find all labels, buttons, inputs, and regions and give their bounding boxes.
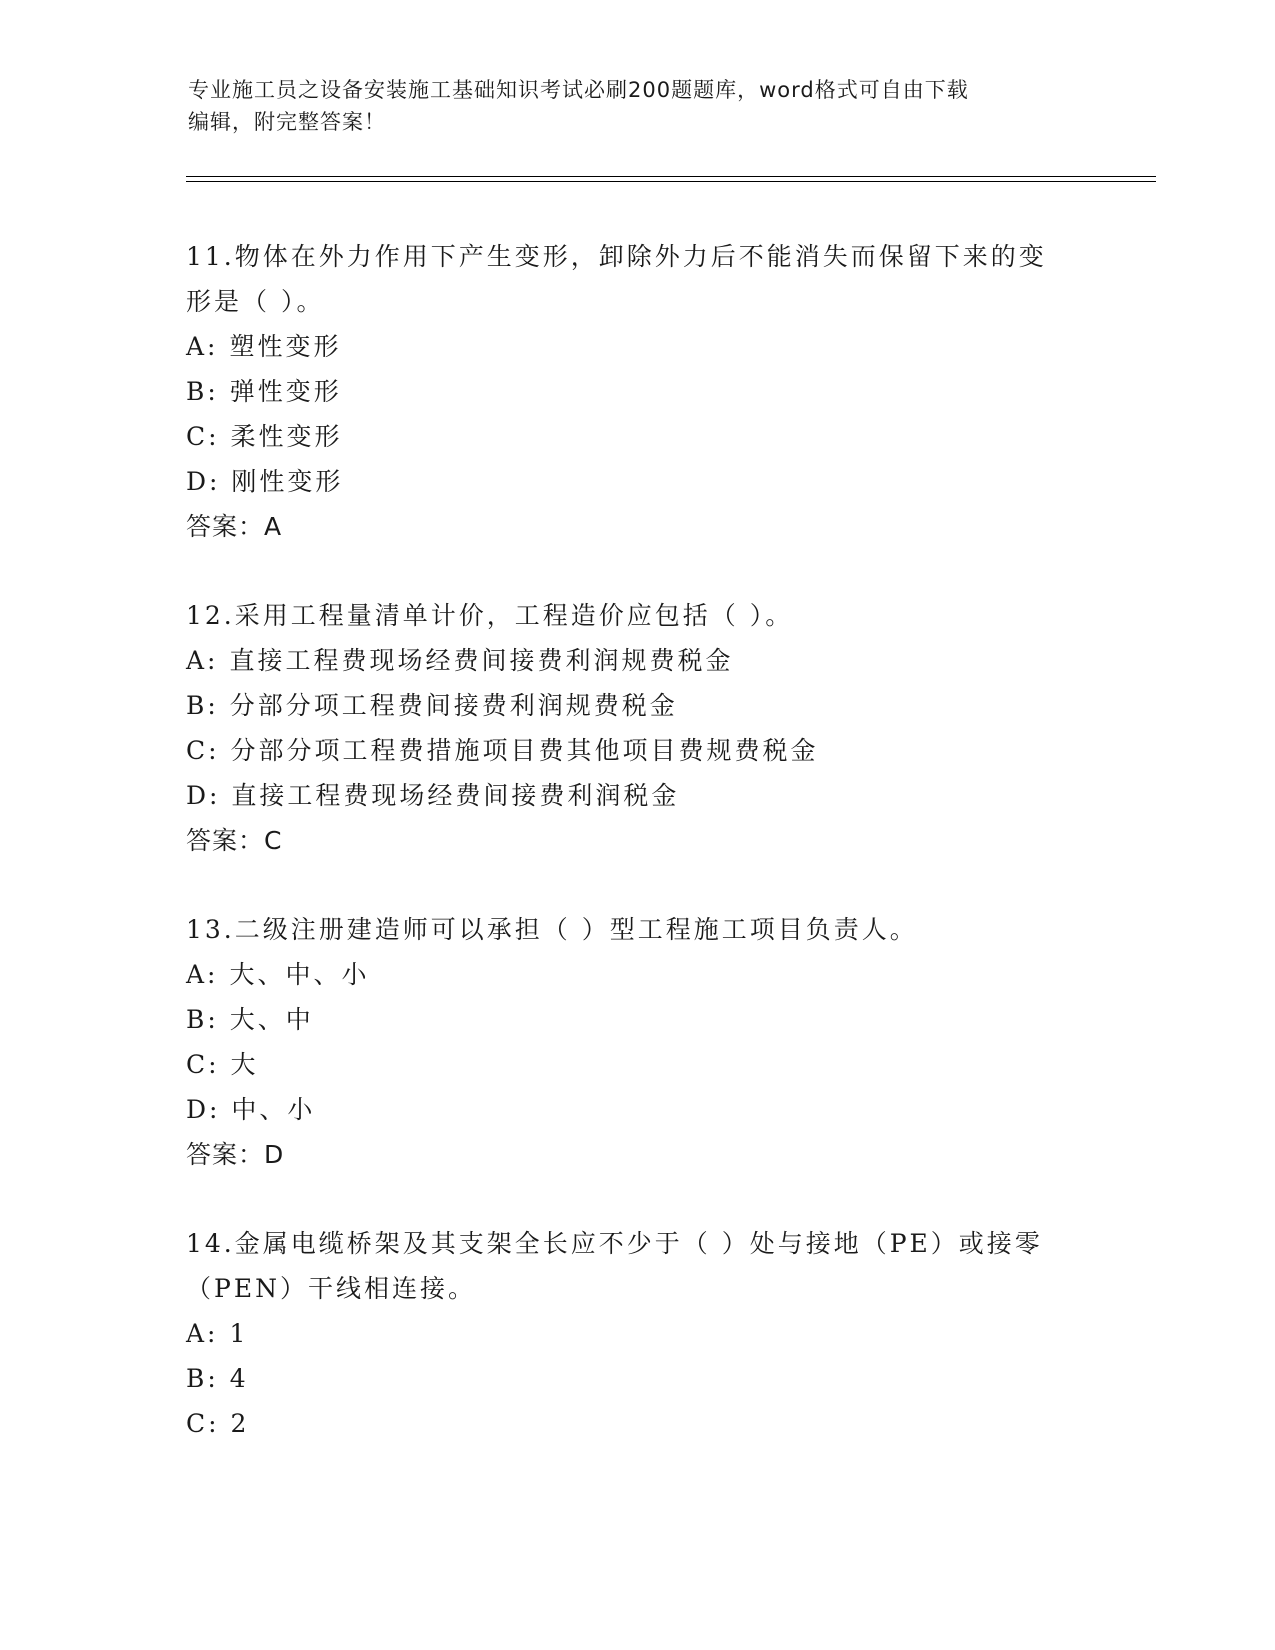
question-stem-line-1: 12.采用工程量清单计价，工程造价应包括（ ）。 (186, 601, 794, 630)
option-text: 大、中 (229, 1005, 314, 1034)
option-c (186, 1042, 1086, 1087)
option-c (186, 728, 1086, 773)
answer-line: 答案：D (186, 1140, 285, 1169)
option-key: C: (186, 736, 220, 765)
option-text: 2 (230, 1409, 250, 1438)
option-a (186, 638, 1086, 683)
option-text: 直接工程费现场经费间接费利润规费税金 (229, 646, 734, 675)
option-text: 大 (230, 1050, 259, 1079)
option-c (186, 414, 1086, 459)
option-key: A: (186, 332, 219, 361)
option-key: A: (186, 960, 219, 989)
option-key: D: (186, 781, 221, 810)
option-key: C: (186, 1050, 220, 1079)
option-text: 4 (229, 1364, 249, 1393)
option-b (186, 997, 1086, 1042)
question-list (186, 234, 1086, 1490)
question-stem-line-1: 14.金属电缆桥架及其支架全长应不少于（ ）处与接地（PE）或接零 (186, 1229, 1043, 1258)
option-b (186, 369, 1086, 414)
option-text: 分部分项工程费措施项目费其他项目费规费税金 (230, 736, 819, 765)
option-text: 弹性变形 (229, 377, 342, 406)
option-a (186, 1311, 1086, 1356)
option-text: 大、中、小 (229, 960, 370, 989)
option-text: 分部分项工程费间接费利润规费税金 (229, 691, 678, 720)
header-title-line-2: 编辑，附完整答案！ (188, 110, 386, 134)
question-12 (186, 593, 1086, 863)
question-stem-line-2: （PEN）干线相连接。 (186, 1274, 476, 1303)
header-title-line-1: 专业施工员之设备安装施工基础知识考试必刷200题题库，word格式可自由下载 (188, 78, 969, 102)
option-key: A: (186, 1319, 219, 1348)
option-b (186, 683, 1086, 728)
option-key: C: (186, 1409, 220, 1438)
option-a (186, 324, 1086, 369)
option-b (186, 1356, 1086, 1401)
question-14 (186, 1221, 1086, 1446)
option-text: 中、小 (231, 1095, 316, 1124)
option-text: 直接工程费现场经费间接费利润税金 (231, 781, 680, 810)
option-key: C: (186, 422, 220, 451)
question-stem-line-2: 形是（ ）。 (186, 287, 325, 316)
option-key: A: (186, 646, 219, 675)
option-key: D: (186, 467, 221, 496)
question-13 (186, 907, 1086, 1177)
header-divider-top (186, 176, 1156, 177)
question-stem-line-1: 13.二级注册建造师可以承担（ ）型工程施工项目负责人。 (186, 915, 918, 944)
option-text: 柔性变形 (230, 422, 343, 451)
option-text: 刚性变形 (231, 467, 344, 496)
option-d (186, 773, 1086, 818)
answer-line: 答案：A (186, 512, 283, 541)
document-header (188, 74, 1088, 138)
option-a (186, 952, 1086, 997)
option-text: 1 (229, 1319, 249, 1348)
option-key: B: (186, 1364, 219, 1393)
question-11 (186, 234, 1086, 549)
option-key: B: (186, 1005, 219, 1034)
option-d (186, 1087, 1086, 1132)
option-key: B: (186, 377, 219, 406)
option-key: D: (186, 1095, 221, 1124)
option-c (186, 1401, 1086, 1446)
option-text: 塑性变形 (229, 332, 342, 361)
question-stem-line-1: 11.物体在外力作用下产生变形，卸除外力后不能消失而保留下来的变 (186, 242, 1047, 271)
header-divider-bottom (186, 181, 1156, 182)
answer-line: 答案：C (186, 826, 283, 855)
option-key: B: (186, 691, 219, 720)
option-d (186, 459, 1086, 504)
